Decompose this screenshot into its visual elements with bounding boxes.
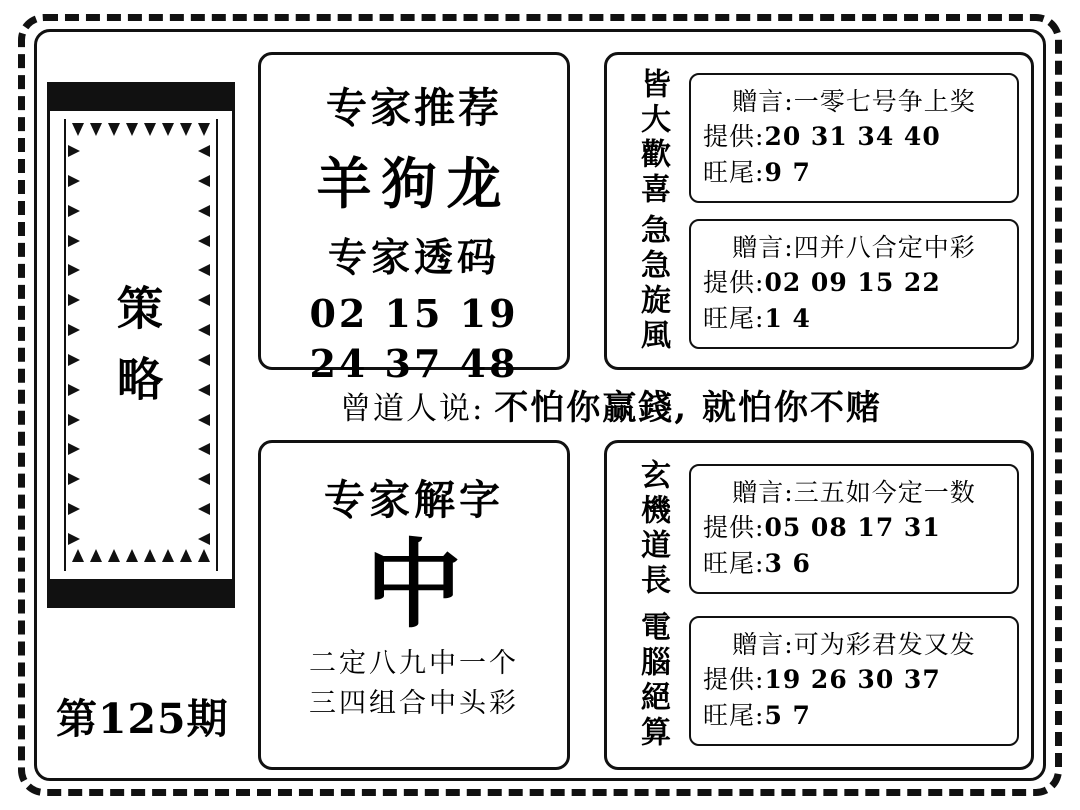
right-bottom-vertical-labels xyxy=(615,453,689,757)
right-top-vertical-label-1: 皆大歡喜 xyxy=(635,68,670,208)
tip-provide-row xyxy=(703,119,1005,155)
tip-card xyxy=(689,73,1019,204)
tip-provide-label: 提供: xyxy=(703,665,765,695)
tip-tail-label: 旺尾: xyxy=(703,548,765,578)
right-top-vertical-labels xyxy=(615,65,689,357)
tip-card xyxy=(689,464,1019,595)
expert-decipher-box xyxy=(258,440,570,770)
tip-tail-value: 9 7 xyxy=(764,157,811,187)
tip-headline: 贈言:四并八合定中彩 xyxy=(732,232,976,262)
banner-top-ticks xyxy=(72,123,210,141)
tip-tail-label: 旺尾: xyxy=(703,157,765,187)
slogan-lead: 曾道人说: xyxy=(340,391,485,427)
tip-provide-value: 02 09 15 22 xyxy=(764,268,941,298)
expert-code-row-2: 24 37 48 xyxy=(309,341,519,387)
tip-tail-label: 旺尾: xyxy=(703,303,765,333)
tip-provide-label: 提供: xyxy=(703,513,765,543)
banner-bottom-ticks xyxy=(72,549,210,567)
tip-tail-row xyxy=(703,301,1005,337)
tip-headline: 贈言:可为彩君发又发 xyxy=(732,629,976,659)
expert-code-numbers xyxy=(261,289,567,389)
banner-inner-frame xyxy=(64,119,218,571)
banner-top-bar xyxy=(50,85,232,111)
right-top-panel xyxy=(604,52,1034,370)
expert-recommend-box xyxy=(258,52,570,387)
expert-recommend-title: 专家推荐 xyxy=(326,84,502,132)
decipher-hint-lines xyxy=(261,644,567,722)
right-top-vertical-label-2: 急急旋風 xyxy=(635,214,670,354)
decipher-hint-1: 二定八九中一个 xyxy=(309,648,519,680)
slogan-line xyxy=(340,380,1040,429)
tip-provide-label: 提供: xyxy=(703,268,765,298)
tip-card xyxy=(689,616,1019,747)
tip-provide-value: 20 31 34 40 xyxy=(764,122,941,152)
banner-char-2: 略 xyxy=(117,353,165,407)
tip-tail-value: 3 6 xyxy=(764,548,811,578)
tip-provide-value: 19 26 30 37 xyxy=(764,665,941,695)
right-bottom-panel xyxy=(604,440,1034,770)
decipher-big-character: 中 xyxy=(366,528,462,641)
tip-tail-value: 5 7 xyxy=(764,700,811,730)
recommended-zodiacs: 羊狗龙 xyxy=(316,151,512,216)
issue-number: 第125期 xyxy=(56,695,229,743)
decipher-hint-2: 三四组合中头彩 xyxy=(309,687,519,719)
tip-provide-row xyxy=(703,662,1005,698)
tip-tail-label: 旺尾: xyxy=(703,700,765,730)
tip-provide-row xyxy=(703,265,1005,301)
banner-title xyxy=(66,274,216,417)
tip-tail-value: 1 4 xyxy=(764,303,811,333)
banner-char-1: 策 xyxy=(117,281,165,336)
expert-code-subtitle: 专家透码 xyxy=(327,235,500,281)
tip-provide-row xyxy=(703,510,1005,546)
right-bottom-vertical-label-2: 電腦絕算 xyxy=(635,611,670,751)
tip-card xyxy=(689,219,1019,350)
banner-bottom-bar xyxy=(50,579,232,605)
expert-code-row-1: 02 15 19 xyxy=(309,291,519,336)
tip-provide-label: 提供: xyxy=(703,122,765,152)
right-bottom-vertical-label-1: 玄機道長 xyxy=(635,459,670,599)
slogan-strong: 不怕你赢錢, 就怕你不赌 xyxy=(494,388,882,428)
strategy-banner xyxy=(47,82,235,608)
tip-provide-value: 05 08 17 31 xyxy=(764,513,941,543)
right-top-cards xyxy=(689,65,1019,357)
tip-headline: 贈言:一零七号争上奖 xyxy=(732,86,976,116)
tip-tail-row xyxy=(703,546,1005,582)
right-bottom-cards xyxy=(689,453,1019,757)
tip-tail-row xyxy=(703,698,1005,734)
tip-tail-row xyxy=(703,155,1005,191)
tip-headline: 贈言:三五如今定一数 xyxy=(732,477,976,507)
expert-decipher-title: 专家解字 xyxy=(324,476,504,524)
